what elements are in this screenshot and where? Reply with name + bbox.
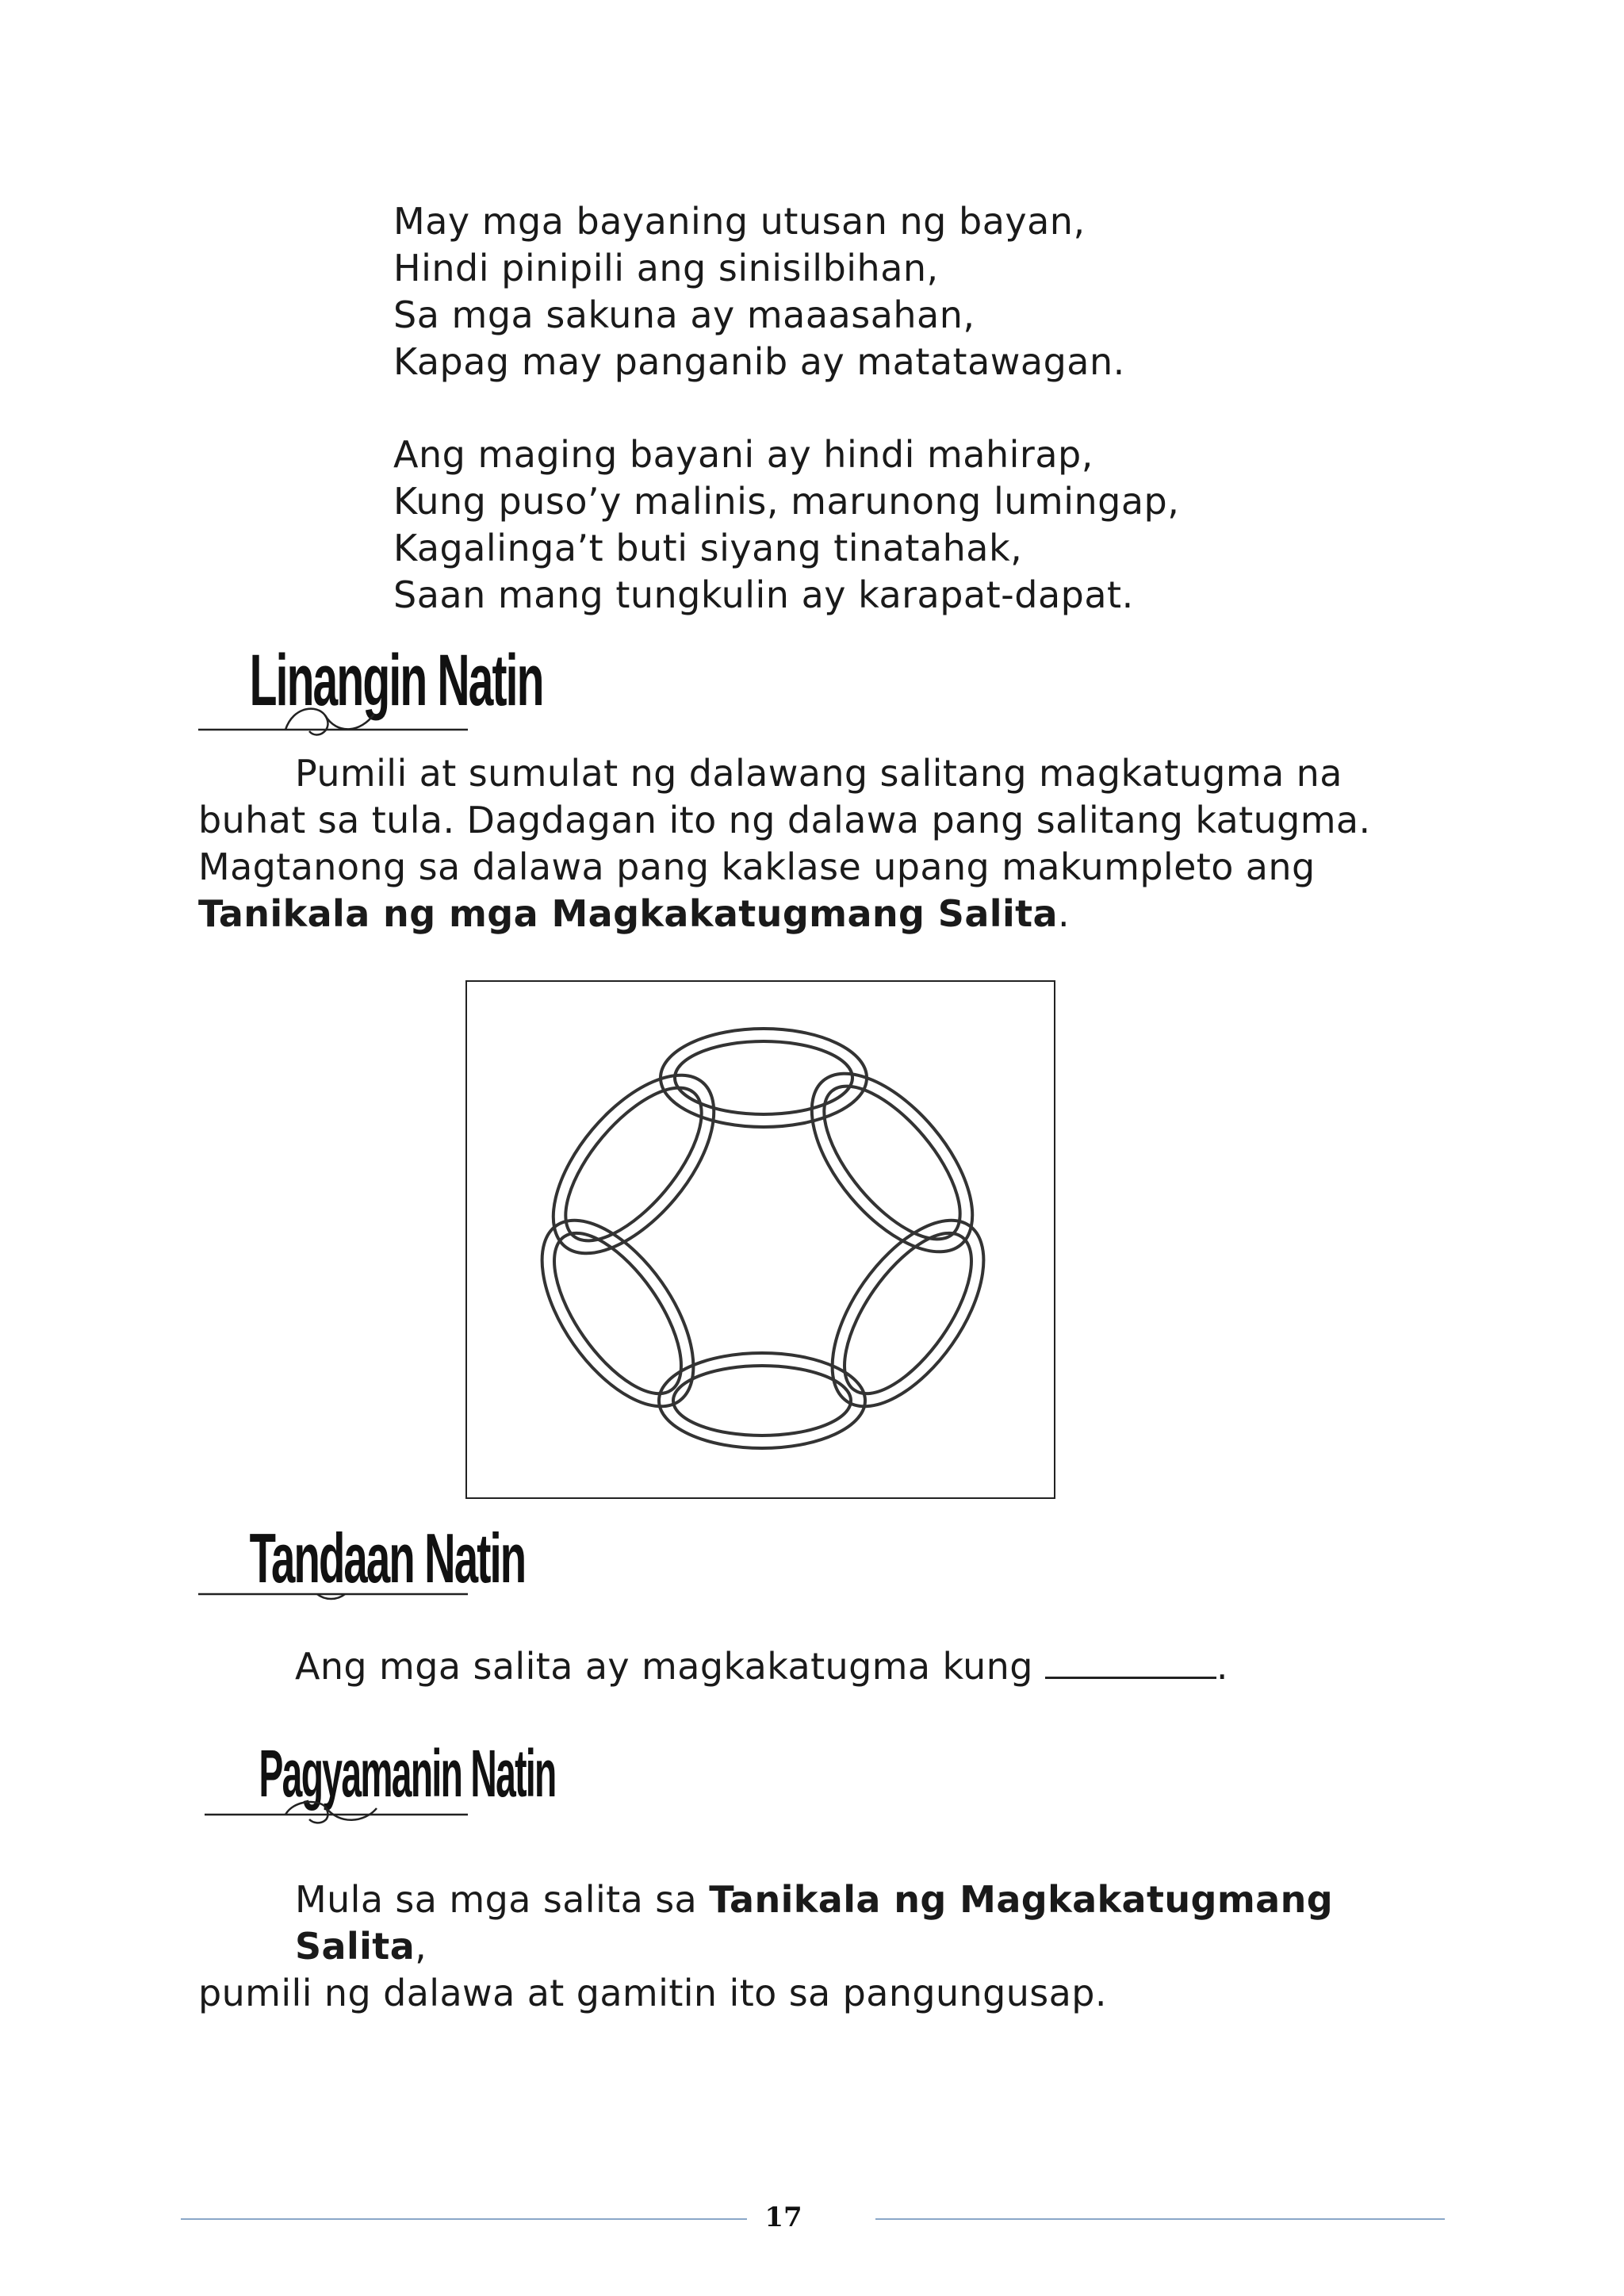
poem-line: Ang maging bayani ay hindi mahirap, — [393, 433, 1094, 476]
heading-swoosh-icon — [198, 636, 543, 747]
tandaan-heading-text: Tandaan Natin — [249, 1519, 526, 1597]
linangin-heading-text: Linangin Natin — [249, 640, 543, 721]
poem-line: Kapag may panganib ay matatawagan. — [393, 340, 1125, 383]
chain-links-icon — [467, 982, 1057, 1501]
paragraph-line: Magtanong sa dalawa pang kaklase upang makumpleto ang — [198, 845, 1316, 888]
pagyamanin-heading-text: Pagyamanin Natin — [259, 1736, 556, 1811]
poem-line: May mga bayaning utusan ng bayan, — [393, 200, 1086, 243]
heading-swoosh-icon — [198, 1512, 526, 1623]
poem-line: Kung puso’y malinis, marunong lumingap, — [393, 480, 1180, 523]
heading-swoosh-icon — [198, 1729, 556, 1840]
pagyamanin-paragraph — [198, 1876, 1435, 2017]
chain-illustration — [465, 980, 1055, 1499]
poem-line: Sa mga sakuna ay maaasahan, — [393, 293, 975, 336]
poem — [393, 198, 1424, 619]
paragraph-text: Mula sa mga salita sa — [295, 1878, 698, 1921]
pagyamanin-heading — [198, 1729, 556, 1840]
linangin-heading — [198, 636, 543, 747]
poem-line: Hindi pinipili ang sinisilbihan, — [393, 247, 939, 289]
bold-term: Tanikala ng mga Magkakatugmang Salita — [198, 892, 1058, 935]
punctuation: . — [1057, 892, 1070, 935]
paragraph-line: pumili ng dalawa at gamitin ito sa pangungusap. — [198, 1972, 1107, 2014]
punctuation: , — [415, 1925, 427, 1968]
paragraph-line: buhat sa tula. Dagdagan ito ng dalawa pang salitang katugma. — [198, 799, 1371, 841]
linangin-paragraph — [198, 750, 1435, 937]
footer-rule-right — [875, 2218, 1445, 2220]
answer-blank[interactable] — [1045, 1645, 1216, 1679]
tandaan-paragraph — [198, 1643, 1435, 1690]
bold-term: Tanikala ng Magkakatugmang Salita — [295, 1878, 1334, 1968]
fill-in-sentence — [198, 1643, 1435, 1690]
paragraph-line — [198, 1876, 1435, 1970]
poem-line: Saan mang tungkulin ay karapat-dapat. — [393, 573, 1134, 616]
paragraph-line — [198, 891, 1435, 937]
tandaan-heading — [198, 1512, 526, 1623]
poem-line: Kagalinga’t buti siyang tinatahak, — [393, 527, 1023, 569]
paragraph-line: Pumili at sumulat ng dalawang salitang magkatugma na — [295, 752, 1342, 795]
footer-rule-left — [181, 2218, 747, 2220]
punctuation: . — [1216, 1645, 1228, 1688]
sentence-text: Ang mga salita ay magkakatugma kung — [295, 1645, 1033, 1688]
page-number: 17 — [764, 2202, 802, 2233]
